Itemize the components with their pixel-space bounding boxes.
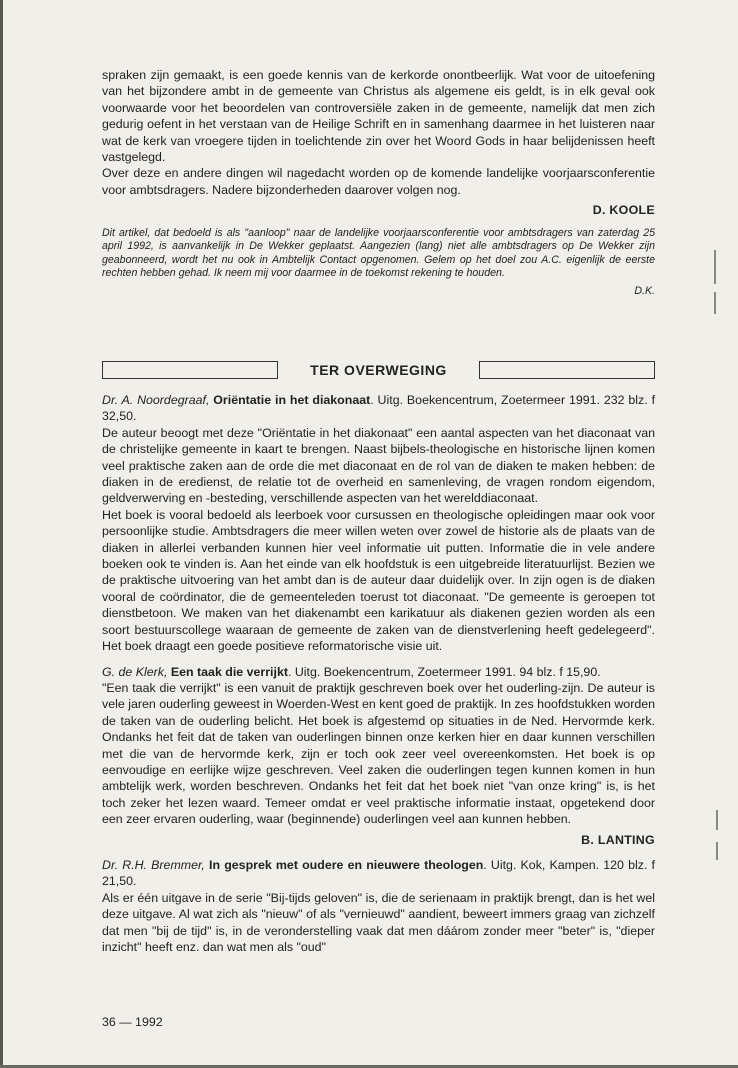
margin-mark	[716, 842, 718, 860]
review-author: Dr. A. Noordegraaf,	[102, 393, 210, 407]
scan-edge-left	[0, 0, 3, 1068]
margin-mark	[716, 810, 718, 830]
book-review	[102, 857, 655, 955]
editorial-note: Dit artikel, dat bedoeld is als "aanloop" naar de landelijke voorjaarsconferentie voor ambtsdragers van zaterdag 25 april 1992, is aanvankelijk in De Wekker geplaatst. Aangezien (lang) niet alle ambtsdragers op De Wekker zijn geabonneerd, wordt het nu ook in Ambtelijk Contact opgenomen. Geleт op het doel zou A.C. eigenlijk de eerste rechten hebben gehad. Ik neem mij voor daarmee in de toekomst rekening te houden.	[102, 226, 655, 280]
note-initials: D.K.	[634, 285, 655, 298]
reviews	[102, 392, 655, 955]
review-publisher: . Uitg. Boekencentrum, Zoetermeer 1991. 94 blz. f 15,90.	[287, 664, 601, 679]
review-author: G. de Klerk,	[102, 664, 168, 679]
review-body: Het boek is vooral bedoeld als leerboek voor cursussen en theologische opleidingen maar ook voor persoonlijke studie. Ambtsdragers die meer willen weten over zowel de historie als de plaats van de diaken in allerlei verbanden kunnen hier veel informatie uit putten. Informatie die in vele andere boeken ook te vinden is. Aan het einde van elk hoofdstuk is een uitgebreide literatuurlijst. Bezien we de praktische uitvoering van het ambt dan is de auteur daar duidelijk over. In zijn ogen is de diaken vooral de coördinator, die de gemeenteleden toerust tot diaconaat. "De gemeente is geroepen tot dienstbetoon. We maken van het diakenambt een karikatuur als diakenen gezien worden als een soort bestuurscollege waaraan de gemeente de zaken van de dienstverlening heeft gedelegeerd". Het boek draagt een goede positieve reformatorische visie uit.	[102, 507, 655, 654]
paragraph: Over deze en andere dingen wil nagedacht worden op de komende landelijke voorjaarsconferentie voor ambtsdragers. Nadere bijzonderheden daarover volgen nog.	[102, 166, 655, 197]
review-book-title: Een taak die verrijkt	[170, 664, 288, 679]
heading-rule-box-right	[479, 361, 655, 379]
review-author: Dr. R.H. Bremmer,	[102, 857, 205, 872]
review-body: "Een taak die verrijkt" is een vanuit de praktijk geschreven boek over het ouderling-zijn. De auteur is vele jaren ouderling geweest in Woerden-West en kent goed de praktijk. In zes hoofdstukken worden de taken van de ouderling belicht. Het boek is afgestemd op situaties in de Ned. Hervormde kerk. Ondanks het feit dat de taken van ouderlingen binnen onze kerken hier en daar kunnen verschillen met die van de hervormde kerk, zijn er toch ook zeer veel overeenkomsten. Het boek is op eenvoudige en eerlijke wijze geschreven. Veel zaken die ouderlingen tegen kunnen komen in hun ambtelijk werk, worden beschreven. Ondanks het feit dat het boek niet "van onze kring" is, is het toch zeker het lezen waard. Temeer omdat er veel praktische informatie instaat, opgetekend door een zeer ervaren ouderling, waar (beginnende) ouderlingen veel aan kunnen hebben.	[102, 680, 655, 827]
section-title: TER OVERWEGING	[310, 362, 447, 378]
review-publisher: . Uitg. Kok, Kampen. 120 blz. f 21,50.	[102, 857, 655, 889]
review-publisher: . Uitg. Boekencentrum, Zoetermeer 1991. 232 blz. f 32,50.	[102, 393, 656, 424]
section-heading	[102, 360, 655, 382]
review-citation	[102, 857, 655, 890]
book-review	[102, 392, 655, 655]
review-body: Als er één uitgave in de serie "Bij-tijds geloven" is, die de serienaam in praktijk brengt, dan is het wel deze uitgave. Al wat zich als "nieuw" of als "vernieuwd" aandient, beweert immers graag van zichzelf dat men "bij de tijd" is, in de veronderstelling vaak dat men dáárom zonder meer "beter" is, "dieper inzicht" heeft enz. dan wat men als "oud"	[102, 890, 655, 954]
review-book-title: Oriëntatie in het diakonaat	[213, 393, 371, 407]
page-footer: 36 — 1992	[102, 1015, 163, 1029]
review-body: De auteur beoogt met deze "Oriëntatie in het diakonaat" een aantal aspecten van het diaconaat van de christelijke gemeente in kaart te brengen. Naast bijbels-theologische en historische lijnen komen veel praktische zaken aan de orde die met diaconaat en de rol van de diaken te maken hebben: de diaken in de eredienst, de relatie tot de overheid en samenleving, de vragen rondom eigendom, geldverwerving en -besteding, verschillende aspecten van het werelddiaconaat.	[102, 425, 655, 506]
article-continuation	[102, 67, 655, 299]
review-book-title: In gesprek met oudere en nieuwere theologen	[209, 857, 484, 872]
paragraph: spraken zijn gemaakt, is een goede kennis van de kerkorde onontbeerlijk. Wat voor de uitoefening van het bijzondere ambt in de gemeente van Christus als algemene eis geldt, is in elk geval ook voorwaarde voor het beoordelen van controversiële zaken in de gemeente, namelijk dat men zich gedurig oefent in het verstaan van de Heilige Schrift en in samenhang daarmee in het luisteren naar wat de kerk van vroegere tijden in toelichtende zin over het Woord Gods in haar belijdenissen heeft vastgelegd.	[102, 68, 655, 165]
book-review	[102, 664, 655, 848]
margin-mark	[714, 250, 716, 284]
review-citation	[102, 392, 655, 425]
reviewer-signature: B. LANTING	[581, 832, 655, 847]
review-citation	[102, 664, 655, 680]
author-signature: D. KOOLE	[592, 203, 655, 218]
margin-mark	[714, 292, 716, 314]
